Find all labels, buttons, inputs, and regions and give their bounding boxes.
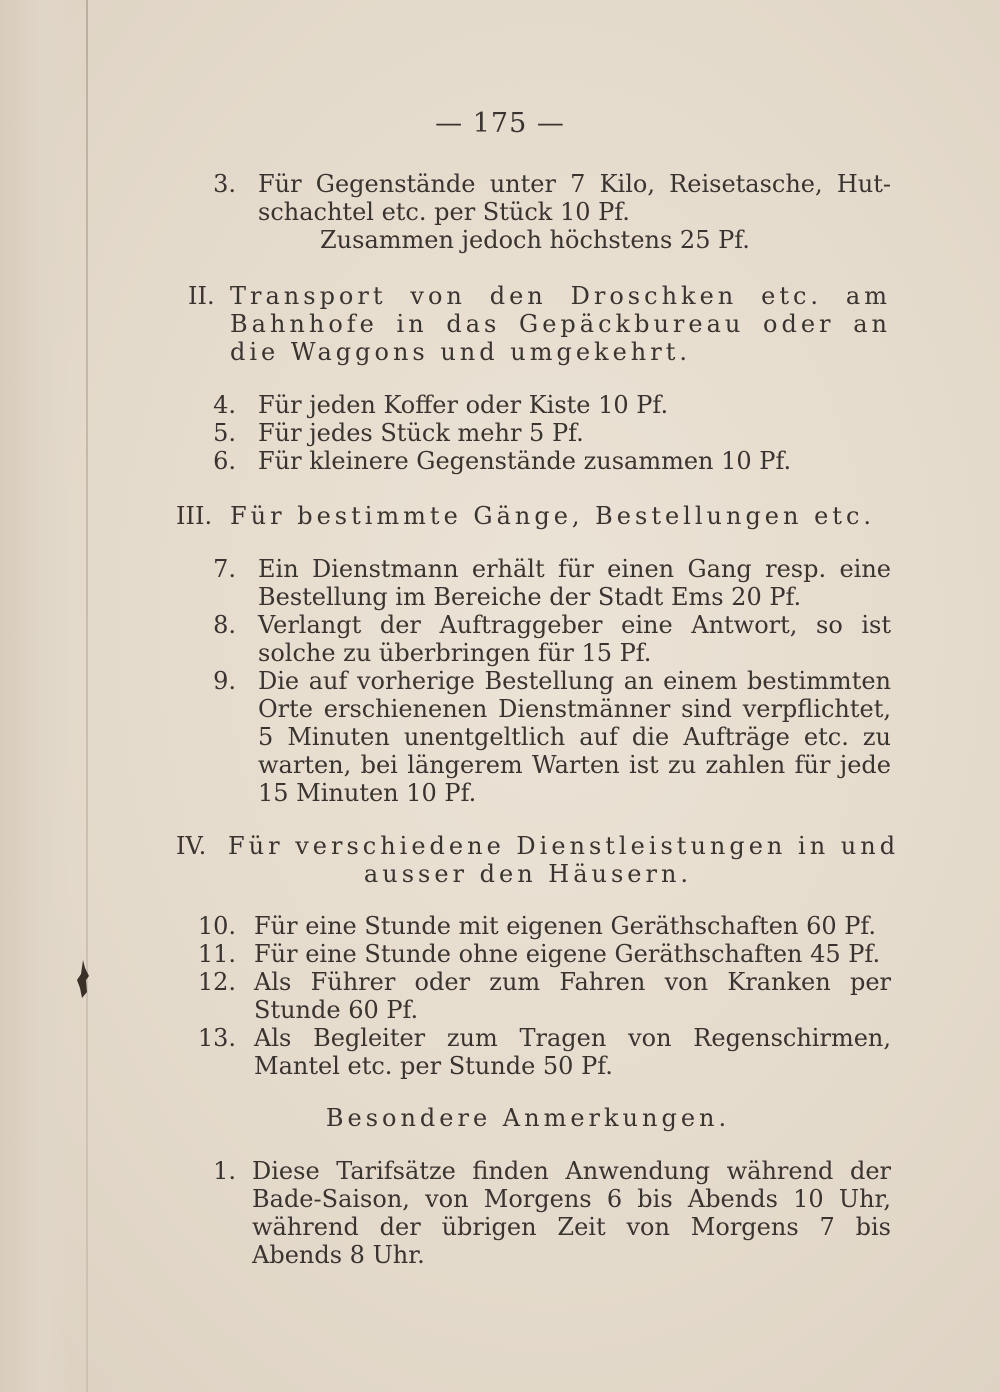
item-number: 7. [213,555,236,583]
item-13-line-2: Mantel etc. per Stunde 50 Pf. [254,1052,613,1080]
item-9-line-3: 5 Minuten unentgeltlich auf die Aufträge etc. zu [258,723,891,751]
section-number: II. [188,282,215,310]
item-12-line-2: Stunde 60 Pf. [254,996,419,1024]
item-8-line-1: Verlangt der Auftraggeber eine Antwort, so ist [258,611,891,639]
item-6-text: Für kleinere Gegenstände zusammen 10 Pf. [258,447,792,475]
item-9-line-4: warten, bei längerem Warten ist zu zahlen für jede [258,751,891,779]
section-4-heading-line-2: ausser den Häusern. [363,860,693,888]
gutter-line [86,0,88,1392]
item-number: 3. [213,170,236,198]
section-2-heading-line-1: Transport von den Droschken etc. am [230,282,891,310]
notes-heading: Besondere Anmerkungen. [325,1104,731,1132]
item-3-line-1: Für Gegenstände unter 7 Kilo, Reisetasche, Hut- [258,170,891,198]
item-number: 11. [197,940,236,968]
item-9-line-2: Orte erschienenen Dienstmänner sind verpflichtet, [258,695,891,723]
item-12-line-1: Als Führer oder zum Fahren von Kranken per [254,968,891,996]
section-3-heading: Für bestimmte Gänge, Bestellungen etc. [230,502,876,530]
item-number: 13. [197,1024,236,1052]
item-7-line-1: Ein Dienstmann erhält für einen Gang resp. eine [258,555,891,583]
ink-mark-icon [74,958,92,1000]
page-number: — 175 — [435,108,565,139]
item-number: 10. [197,912,236,940]
item-10-text: Für eine Stunde mit eigenen Geräthschaften 60 Pf. [254,912,877,940]
item-number: 9. [213,667,236,695]
page-binding-shadow [0,0,70,1392]
item-number: 4. [213,391,236,419]
section-4-heading-line-1: Für verschiedene Dienstleistungen in und [228,832,900,860]
note-1-line-3: während der übrigen Zeit von Morgens 7 bis [252,1213,891,1241]
section-2-heading-line-3: die Waggons und umgekehrt. [230,338,691,366]
note-1-line-4: Abends 8 Uhr. [252,1241,425,1269]
section-number: III. [176,502,213,530]
item-9-line-5: 15 Minuten 10 Pf. [258,779,477,807]
item-11-text: Für eine Stunde ohne eigene Geräthschaften 45 Pf. [254,940,881,968]
item-4-text: Für jeden Koffer oder Kiste 10 Pf. [258,391,669,419]
note-1-line-2: Bade-Saison, von Morgens 6 bis Abends 10 Uhr, [252,1185,891,1213]
section-number: IV. [176,832,207,860]
note-1-line-1: Diese Tarifsätze finden Anwendung während der [252,1157,891,1185]
item-number: 6. [213,447,236,475]
item-7-line-2: Bestellung im Bereiche der Stadt Ems 20 Pf. [258,583,802,611]
item-3-line-2: schachtel etc. per Stück 10 Pf. [258,198,630,226]
item-number: 8. [213,611,236,639]
item-number: 5. [213,419,236,447]
note-number: 1. [213,1157,236,1185]
item-9-line-1: Die auf vorherige Bestellung an einem bestimmten [258,667,891,695]
item-3-line-3: Zusammen jedoch höchstens 25 Pf. [320,226,750,254]
item-13-line-1: Als Begleiter zum Tragen von Regenschirmen, [254,1024,891,1052]
section-2-heading-line-2: Bahnhofe in das Gepäckbureau oder an [230,310,891,338]
item-8-line-2: solche zu überbringen für 15 Pf. [258,639,652,667]
item-5-text: Für jedes Stück mehr 5 Pf. [258,419,584,447]
item-number: 12. [197,968,236,996]
